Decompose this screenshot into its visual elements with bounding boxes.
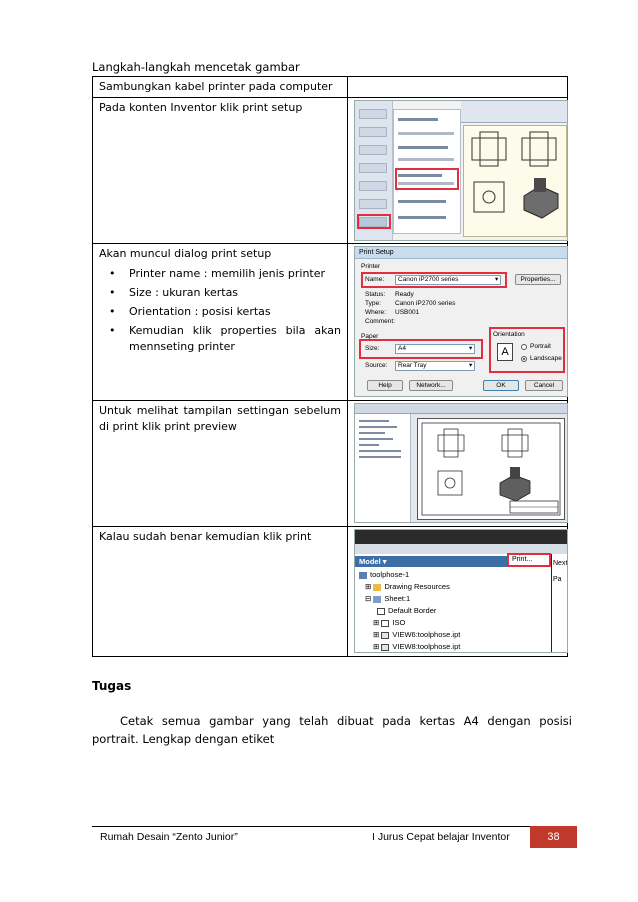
tree-item-label: Sheet:1	[384, 594, 411, 603]
sheet-icon	[373, 596, 381, 603]
drawing-sheet-thumbnail	[463, 125, 567, 237]
submenu-line	[398, 200, 446, 203]
tree-line	[359, 456, 401, 458]
expand-icon: ⊞	[365, 582, 374, 591]
print-setup-dialog	[354, 246, 568, 397]
next-page-label: Next Pa	[553, 560, 568, 583]
view-icon	[381, 632, 389, 639]
list-item: • Size : ukuran kertas	[129, 285, 341, 301]
preview-toolbar	[355, 404, 568, 414]
chevron-down-icon: ▾	[469, 362, 473, 369]
model-browser-header[interactable]: Model ▾	[355, 556, 551, 567]
sheet-border-line	[551, 554, 552, 653]
document-icon	[359, 572, 367, 579]
submenu-line	[398, 146, 448, 149]
landscape-label: Landscape	[530, 355, 562, 362]
footer-divider	[92, 826, 577, 827]
step-text: Akan muncul dialog print setup	[99, 247, 272, 260]
folder-icon	[373, 584, 381, 591]
step-text: Pada konten Inventor klik print setup	[93, 98, 348, 244]
ribbon-toolbar	[461, 101, 568, 123]
list-item: • Orientation : posisi kertas	[129, 304, 341, 320]
menu-icon	[359, 145, 387, 155]
portrait-label: Portrait	[530, 343, 551, 350]
submenu-line	[398, 216, 446, 219]
preview-drawing-icon	[418, 419, 564, 519]
status-label: Status:	[365, 291, 386, 298]
application-menu-column	[355, 101, 393, 241]
orientation-preview-icon: A	[497, 343, 513, 361]
footer-right-text: I Jurus Cepat belajar Inventor	[372, 831, 510, 843]
tree-line	[359, 420, 389, 422]
size-label: Size:	[365, 345, 380, 352]
preview-paper	[417, 418, 565, 520]
tree-line	[359, 426, 397, 428]
tree-item-label: toolphose-1	[370, 570, 410, 579]
where-label: Where:	[365, 309, 386, 316]
submenu-line	[398, 118, 438, 121]
footer-left-text: Rumah Desain “Zento Junior”	[100, 831, 238, 843]
source-label: Source:	[365, 362, 388, 369]
tree-item-label: VIEW6:toolphose.ipt	[392, 630, 461, 639]
step-image-empty	[348, 77, 568, 98]
tree-line	[359, 438, 393, 440]
cancel-button[interactable]: Cancel	[525, 380, 563, 391]
landscape-radio[interactable]	[521, 356, 527, 362]
ok-button[interactable]: OK	[483, 380, 519, 391]
portrait-radio[interactable]	[521, 344, 527, 350]
step-image-cell	[348, 401, 568, 527]
border-icon	[377, 608, 385, 615]
network-button[interactable]: Network...	[409, 380, 453, 391]
print-button[interactable]: Print...	[507, 553, 551, 567]
step-text: Sambungkan kabel printer pada computer	[93, 77, 348, 98]
step-text-cell	[93, 244, 348, 401]
expand-icon: ⊞	[373, 618, 382, 627]
table-row	[93, 527, 568, 657]
task-heading: Tugas	[92, 679, 132, 693]
inventor-print-menu-screenshot	[354, 100, 568, 241]
tree-item-default-border[interactable]	[377, 606, 436, 616]
type-label: Type:	[365, 300, 381, 307]
collapse-icon: ⊟	[365, 594, 374, 603]
page-number: 38	[530, 826, 577, 848]
print-setup-highlight-box	[395, 168, 459, 190]
paper-size-select[interactable]: A4	[395, 344, 475, 354]
table-row	[93, 244, 568, 401]
expand-icon: ⊞	[373, 642, 382, 651]
properties-button[interactable]: Properties...	[515, 274, 561, 285]
tree-item-view6[interactable]	[373, 630, 460, 640]
page-title: Langkah-langkah mencetak gambar	[92, 60, 300, 74]
comment-label: Comment:	[365, 318, 395, 325]
drawing-views-icon	[464, 126, 566, 236]
chevron-down-icon: ▾	[495, 276, 499, 283]
tree-line	[359, 444, 379, 446]
tree-item-view8[interactable]	[373, 642, 460, 652]
paper-group-label: Paper	[361, 333, 379, 340]
menu-icon	[359, 199, 387, 209]
tree-item-iso[interactable]	[373, 618, 405, 628]
options-list	[99, 266, 341, 355]
step-text: Kalau sudah benar kemudian klik print	[93, 527, 348, 657]
table-row	[93, 77, 568, 98]
application-title-bar	[355, 530, 568, 544]
step-image-cell	[348, 98, 568, 244]
tree-line	[359, 450, 401, 452]
print-highlight-box	[357, 214, 391, 229]
task-text: Cetak semua gambar yang telah dibuat pada kertas A4 dengan posisi portrait. Lengkap dengan etiket	[92, 714, 572, 746]
where-value: USB001	[395, 309, 420, 316]
menu-icon	[359, 163, 387, 173]
name-label: Name:	[365, 276, 385, 283]
help-button[interactable]: Help	[367, 380, 403, 391]
print-button-screenshot	[354, 529, 568, 653]
tree-item-drawing-resources[interactable]	[365, 582, 450, 592]
submenu-line	[398, 158, 454, 161]
paper-source-select[interactable]: Rear Tray	[395, 361, 475, 371]
submenu-line	[398, 132, 454, 135]
menu-icon	[359, 127, 387, 137]
step-text: Untuk melihat tampilan settingan sebelum di print klik print preview	[93, 401, 348, 527]
table-row	[93, 401, 568, 527]
tree-item-label: ISO	[392, 618, 406, 627]
tree-item-sheet[interactable]	[365, 594, 410, 604]
step-image-cell	[348, 244, 568, 401]
list-item: • Printer name : memilih jenis printer	[129, 266, 341, 282]
steps-table	[92, 76, 568, 657]
tree-line	[359, 432, 385, 434]
printer-name-select[interactable]: Canon iP2700 series	[395, 275, 501, 285]
table-row	[93, 98, 568, 244]
view-icon	[381, 644, 389, 651]
menu-icon	[359, 109, 387, 119]
title-block-icon	[381, 620, 389, 627]
list-item: • Kemudian klik properties bila akan mennseting printer	[129, 323, 341, 355]
browser-tree-panel	[355, 414, 411, 523]
dialog-title: Print Setup	[355, 247, 568, 259]
tree-item-root[interactable]	[359, 570, 409, 580]
tree-item-label: Drawing Resources	[384, 582, 450, 591]
type-value: Canon iP2700 series	[395, 300, 456, 307]
menu-icon	[359, 181, 387, 191]
tree-item-label: VIEW8:toolphose.ipt	[392, 642, 461, 651]
orientation-group-label: Orientation	[493, 331, 525, 338]
printer-name-highlight-box	[361, 272, 507, 288]
status-value: Ready	[395, 291, 414, 298]
tree-item-label: Default Border	[388, 606, 437, 615]
printer-group-label: Printer	[361, 263, 381, 270]
step-image-cell	[348, 527, 568, 657]
chevron-down-icon: ▾	[469, 345, 473, 352]
print-preview-screenshot	[354, 403, 568, 523]
expand-icon: ⊞	[373, 630, 382, 639]
print-submenu-panel	[393, 109, 461, 234]
